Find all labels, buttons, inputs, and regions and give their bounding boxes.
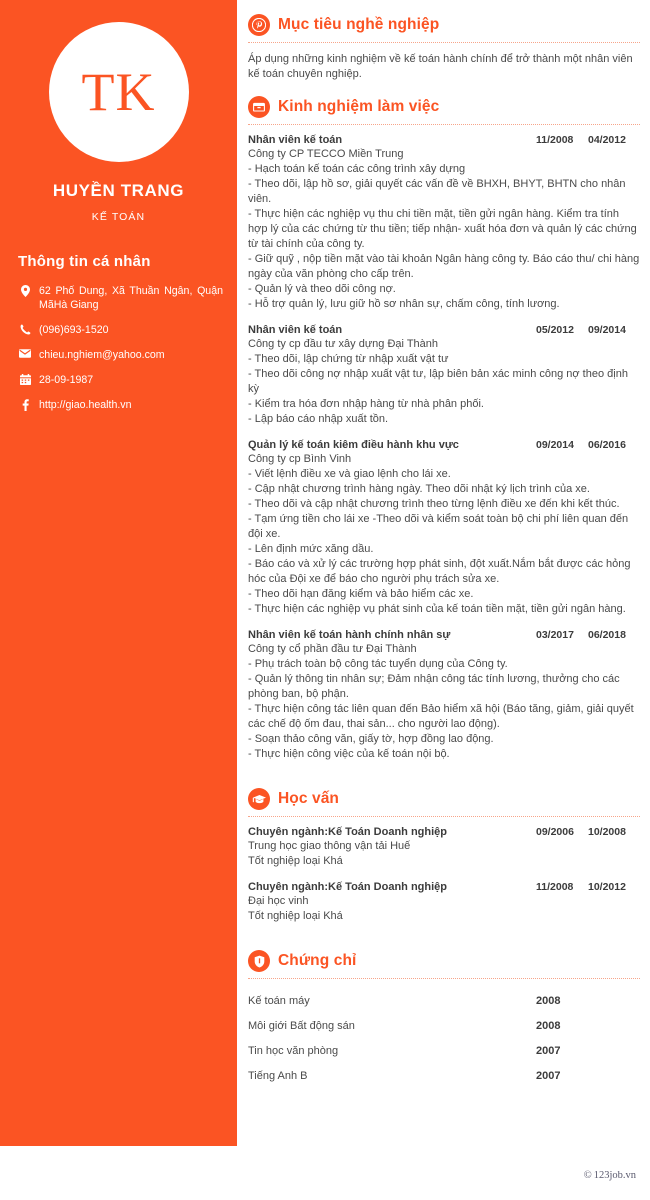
certificates-body: [248, 979, 640, 1088]
entry-line: - Hạch toán kế toán các công trình xây dựng: [248, 163, 466, 175]
entry-line: - Theo dõi công nợ nhập xuất vật tư, lập biên bản xác minh công nợ theo định kỳ: [248, 368, 628, 395]
briefcase-icon: [248, 96, 270, 118]
avatar-initials: TK: [81, 62, 156, 122]
entry-line: - Thực hiện các nghiệp vụ phát sinh của kế toán tiền mặt, tiền gửi ngân hàng.: [248, 603, 626, 615]
experience-body: [248, 125, 640, 762]
entry-lines: [248, 162, 640, 312]
entry-line: Tốt nghiệp loại Khá: [248, 855, 343, 867]
footer-brand: 123job.vn: [593, 1170, 636, 1181]
person-role: KẾ TOÁN: [91, 211, 146, 223]
certificate-year: 2008: [536, 1020, 561, 1032]
phone-icon: [16, 323, 34, 335]
calendar-icon: [16, 373, 34, 385]
shield-icon: [248, 950, 270, 972]
entry-date-from: 05/2012: [536, 324, 574, 336]
entry-header: [248, 629, 640, 641]
section-education: [248, 774, 640, 924]
contact-address-text: 62 Phố Dung, Xã Thuần Ngân, Quận MãHà Giang: [39, 285, 223, 311]
entry-title: Nhân viên kế toán: [248, 324, 343, 336]
location-pin-icon: [16, 284, 34, 297]
experience-entry: [248, 439, 640, 617]
footer-copyright: [584, 1170, 636, 1181]
entry-line: - Tạm ứng tiền cho lái xe -Theo dõi và kiểm soát toàn bộ chi phí liên quan đến đội xe.: [248, 513, 629, 540]
education-header: [248, 774, 640, 810]
objective-text: Áp dụng những kinh nghiệm về kế toán hành chính để trở thành một nhân viên kế toán chuyên nghiệp.: [248, 53, 633, 80]
pinterest-icon: [248, 14, 270, 36]
certificate-name: Môi giới Bất động sán: [248, 1020, 355, 1032]
entry-date-from: 11/2008: [536, 134, 574, 146]
entry-title: Nhân viên kế toán hành chính nhân sự: [248, 629, 451, 641]
entry-line: - Báo cáo và xử lý các trường hợp phát sinh, đột xuất.Nắm bắt được các hỏng hóc của Đội xe để báo cho người phụ trách sửa xe.: [248, 558, 631, 585]
contact-item-website[interactable]: [16, 398, 223, 412]
entry-org: Công ty cổ phần đầu tư Đại Thành: [248, 643, 417, 655]
experience-header: [248, 82, 640, 118]
entry-date-from: 03/2017: [536, 629, 574, 641]
entry-header: [248, 324, 640, 336]
certificate-row: [248, 1013, 640, 1038]
contact-email-text: chieu.nghiem@yahoo.com: [39, 349, 165, 361]
entry-line: Tốt nghiệp loại Khá: [248, 910, 343, 922]
contact-list: [0, 284, 237, 412]
certificates-header: [248, 936, 640, 972]
contact-birthdate-text: 28-09-1987: [39, 374, 94, 386]
section-experience: [248, 82, 640, 762]
entry-date-to: 04/2012: [588, 134, 626, 146]
certificate-year: 2007: [536, 1070, 561, 1082]
entry-date-from: 09/2006: [536, 826, 574, 838]
entry-date-to: 06/2016: [588, 439, 626, 451]
education-entry: [248, 881, 640, 924]
certificate-name: Tin học văn phòng: [248, 1045, 339, 1057]
facebook-icon: [16, 398, 34, 411]
certificate-year: 2008: [536, 995, 561, 1007]
education-body: [248, 817, 640, 924]
copyright-symbol: ©: [583, 1170, 592, 1181]
experience-entry: [248, 324, 640, 427]
objective-body: [248, 43, 640, 82]
entry-title: Nhân viên kế toán: [248, 134, 343, 146]
section-objective: [248, 0, 640, 82]
entry-line: - Theo dõi, lập hồ sơ, giải quyết các vấn đề về BHXH, BHYT, BHTN cho nhân viên.: [248, 178, 626, 205]
entry-line: - Thực hiện công việc của kế toán nội bộ.: [248, 748, 450, 760]
entry-line: - Quản lý và theo dõi công nợ.: [248, 283, 396, 295]
education-entry: [248, 826, 640, 869]
content-column: [248, 0, 640, 1200]
section-certificates: [248, 936, 640, 1088]
entry-lines: [248, 352, 640, 427]
entry-lines: [248, 467, 640, 617]
entry-line: - Theo dõi, lập chứng từ nhập xuất vật tư: [248, 353, 449, 365]
entry-line: - Lập báo cáo nhập xuất tồn.: [248, 413, 389, 425]
entry-line: - Thực hiện các nghiệp vụ thu chi tiền mặt, tiền gửi ngân hàng. Kiểm tra tính hợp lý của các chứng từ thu tiền; tiếp nhận- xuất hóa đơn và quản lý các chứng từ tài chính của công ty.: [248, 208, 637, 250]
entry-date-to: 10/2012: [588, 881, 626, 893]
entry-title: Chuyên ngành:Kế Toán Doanh nghiệp: [248, 881, 448, 893]
entry-line: - Soạn thảo công văn, giấy tờ, hợp đồng lao động.: [248, 733, 494, 745]
contact-item-address: [16, 284, 223, 312]
entry-line: - Hỗ trợ quản lý, lưu giữ hồ sơ nhân sự, chấm công, tính lương.: [248, 298, 560, 310]
entry-line: - Viết lệnh điều xe và giao lệnh cho lái xe.: [248, 468, 451, 480]
entry-date-from: 09/2014: [536, 439, 574, 451]
entry-line: - Quản lý thông tin nhân sự; Đảm nhận công tác tính lương, thưởng cho các phòng ban, bộ phận.: [248, 673, 620, 700]
envelope-icon: [16, 348, 34, 358]
contact-item-email: [16, 348, 223, 362]
entry-line: - Kiểm tra hóa đơn nhập hàng từ nhà phân phối.: [248, 398, 484, 410]
certificates-title: Chứng chỉ: [278, 952, 357, 969]
entry-dates: [536, 881, 640, 893]
experience-entry: [248, 629, 640, 762]
entry-date-to: 06/2018: [588, 629, 626, 641]
certificate-row: [248, 988, 640, 1013]
sidebar: [0, 0, 237, 1146]
entry-dates: [536, 629, 640, 641]
graduation-cap-icon: [248, 788, 270, 810]
entry-line: - Thực hiện công tác liên quan đến Bảo hiểm xã hội (Báo tăng, giảm, giải quyết các chế độ ốm đau, thai sản... cho người lao động).: [248, 703, 634, 730]
entry-org: Công ty CP TECCO Miền Trung: [248, 148, 404, 160]
certificate-year: 2007: [536, 1045, 561, 1057]
person-name: HUYỀN TRANG: [52, 181, 185, 200]
entry-dates: [536, 826, 640, 838]
entry-title: Chuyên ngành:Kế Toán Doanh nghiệp: [248, 826, 448, 838]
certificate-row: [248, 1038, 640, 1063]
entry-title: Quản lý kế toán kiêm điều hành khu vực: [248, 439, 459, 451]
entry-line: - Giữ quỹ , nộp tiền mặt vào tài khoản Ngân hàng công ty. Báo cáo thu/ chi hàng ngày của văn phòng cho cấp trên.: [248, 253, 640, 280]
entry-dates: [536, 134, 640, 146]
entry-org: Công ty cp Bình Vinh: [248, 453, 352, 465]
entry-line: - Theo dõi hạn đăng kiểm và bảo hiểm các xe.: [248, 588, 474, 600]
entry-line: - Phụ trách toàn bộ công tác tuyển dụng của Công ty.: [248, 658, 508, 670]
avatar: [49, 22, 189, 162]
entry-header: [248, 826, 640, 838]
entry-org: Trung học giao thông vận tải Huế: [248, 840, 411, 852]
certificate-name: Tiếng Anh B: [248, 1070, 308, 1082]
entry-line: - Cập nhật chương trình hàng ngày. Theo dõi nhật ký lịch trình của xe.: [248, 483, 590, 495]
experience-title: Kinh nghiệm làm việc: [278, 98, 440, 115]
certificate-row: [248, 1063, 640, 1088]
contact-phone-text: (096)693-1520: [39, 324, 109, 336]
contact-item-phone: [16, 323, 223, 337]
entry-lines: [248, 657, 640, 762]
entry-org: Đại học vinh: [248, 895, 309, 907]
avatar-wrap: [0, 0, 237, 162]
experience-entry: [248, 134, 640, 312]
education-title: Học vấn: [278, 790, 339, 807]
entry-dates: [536, 324, 640, 336]
entry-header: [248, 881, 640, 893]
entry-header: [248, 134, 640, 146]
contact-item-birthdate: [16, 373, 223, 387]
entry-line: - Theo dõi và cập nhật chương trình theo từng lệnh điều xe đến khi kết thúc.: [248, 498, 620, 510]
entry-date-to: 10/2008: [588, 826, 626, 838]
objective-header: [248, 0, 640, 36]
entry-header: [248, 439, 640, 451]
entry-date-to: 09/2014: [588, 324, 626, 336]
personal-info-heading: Thông tin cá nhân: [18, 253, 151, 270]
entry-org: Công ty cp đầu tư xây dựng Đại Thành: [248, 338, 439, 350]
entry-dates: [536, 439, 640, 451]
objective-title: Mục tiêu nghề nghiệp: [278, 16, 440, 33]
contact-website-text[interactable]: http://giao.health.vn: [39, 399, 132, 411]
entry-line: - Lên định mức xăng dầu.: [248, 543, 374, 555]
certificate-name: Kế toán máy: [248, 995, 310, 1007]
entry-date-from: 11/2008: [536, 881, 574, 893]
